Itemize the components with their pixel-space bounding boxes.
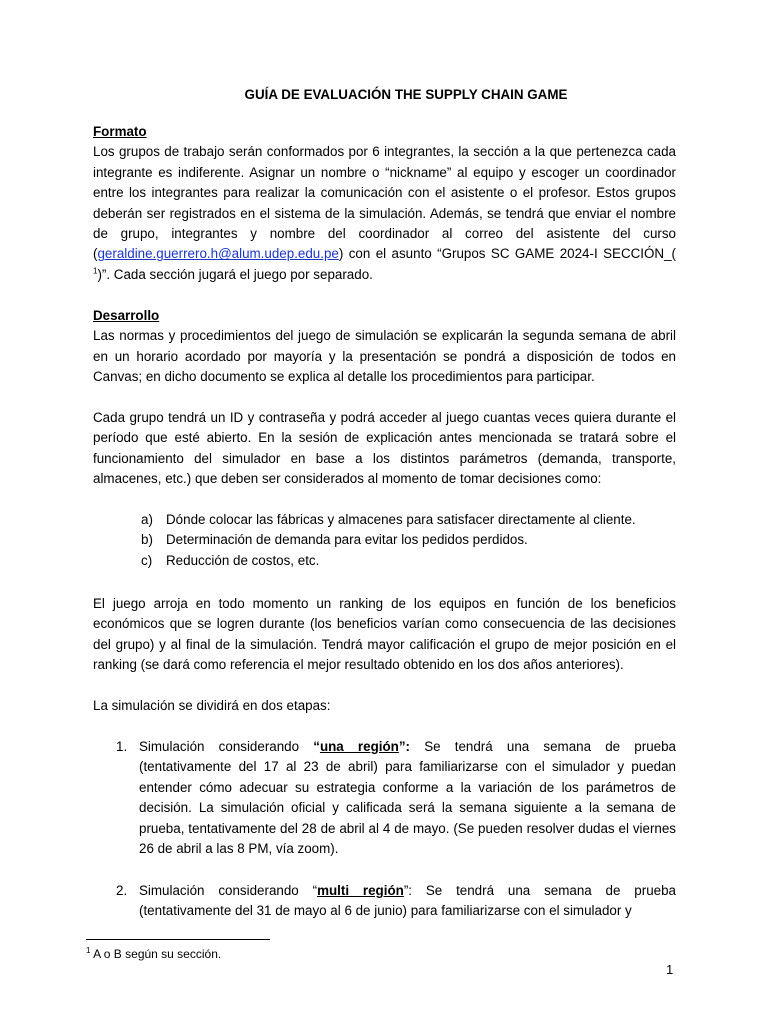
- stage-post: : Se tendrá una semana de prueba (tentativamente del 31 de mayo al 6 de junio) para familiarizarse con el simulador y: [139, 883, 676, 919]
- formato-text-3: )”. Cada sección jugará el juego por separado.: [97, 266, 373, 282]
- stage-text: [139, 881, 676, 922]
- stage-quote-open: “: [312, 883, 318, 898]
- stage-quote-close: ”: [403, 883, 409, 898]
- desarrollo-paragraph-2: Cada grupo tendrá un ID y contraseña y podrá acceder al juego cuantas veces quiera durante el período que esté abierto. En la sesión de explicación antes mencionada se tratará sobre el funcionamiento del simulador en base a los distintos parámetros (demanda, transporte, almacenes, etc.) que deben ser considerados al momento de tomar decisiones como:: [93, 410, 676, 487]
- footnote: [86, 946, 221, 962]
- stage-quote-open: “: [313, 739, 320, 754]
- desarrollo-heading: Desarrollo: [93, 308, 160, 323]
- list-item: [141, 551, 681, 571]
- stage-emphasis: una región: [319, 739, 399, 754]
- stage-marker: 1.: [116, 739, 128, 754]
- stage-item-1: [116, 737, 676, 859]
- stage-emphasis: multi región: [317, 883, 404, 898]
- footnote-reference: 1: [93, 266, 98, 276]
- stage-pre: Simulación considerando: [139, 883, 313, 898]
- formato-heading: Formato: [93, 124, 147, 139]
- desarrollo-paragraph-1: Las normas y procedimientos del juego de simulación se explicarán la segunda semana de abril en un horario acordado por mayoría y la presentación se pondrá a disposición de todos en Canvas; en dicho documento se explica al detalle los procedimientos para participar.: [93, 328, 676, 385]
- list-marker: a): [141, 512, 153, 527]
- formato-paragraph: [93, 142, 676, 285]
- formato-section: [93, 122, 676, 285]
- list-item-text: Dónde colocar las fábricas y almacenes para satisfacer directamente al cliente.: [166, 512, 636, 527]
- footnote-divider: [86, 939, 270, 940]
- document-title: GUÍA DE EVALUACIÓN THE SUPPLY CHAIN GAME: [244, 87, 568, 102]
- footnote-text: A o B según su sección.: [90, 947, 222, 961]
- formato-text-1: Los grupos de trabajo serán conformados por 6 integrantes, la sección a la que pertenezca cada integrante es indiferente. Asignar un nombre o “nickname” al equipo y escoger un coordinador entre los integrantes para realizar la comunicación con el asistente o el profesor. Estos grupos deberán ser registrados en el sistema de la simulación. Además, se tendrá que enviar el nombre de grupo, integrantes y nombre del coordinador al correo del asistente del curso (: [93, 144, 676, 262]
- list-item: [141, 510, 681, 530]
- footnote-marker: 1: [86, 946, 91, 955]
- stage-marker: 2.: [116, 883, 128, 898]
- desarrollo-section: [93, 306, 676, 388]
- assistant-email-link[interactable]: geraldine.guerrero.h@alum.udep.edu.pe: [97, 246, 339, 262]
- formato-text-2: ) con el asunto “Grupos SC GAME 2024-I SECCIÓN_(: [338, 246, 676, 262]
- desarrollo-paragraph-4: La simulación se dividirá en dos etapas:: [93, 698, 331, 713]
- decision-list: [141, 510, 681, 571]
- list-marker: b): [141, 532, 153, 548]
- stage-text: [139, 737, 676, 859]
- stage-post: Se tendrá una semana de prueba (tentativamente del 17 al 23 de abril) para familiarizarse con el simulador y puedan entender cómo adecuar su estrategia conforme a la variación de los parámetros de decisión. La simulación oficial y calificada será la semana siguiente a la semana de prueba, tentativamente del 28 de abril al 4 de mayo. (Se pueden resolver dudas el viernes 26 de abril a las 8 PM, vía zoom).: [139, 739, 676, 857]
- stage-pre: Simulación considerando: [139, 739, 314, 754]
- stage-quote-close: ”:: [398, 739, 411, 754]
- list-item-text: Determinación de demanda para evitar los pedidos perdidos.: [166, 532, 528, 548]
- desarrollo-paragraph-3: El juego arroja en todo momento un ranking de los equipos en función de los beneficios económicos que se logren durante (los beneficios varían como consecuencia de las decisiones del grupo) y al final de la simulación. Tendrá mayor calificación el grupo de mejor posición en el ranking (se dará como referencia el mejor resultado obtenido en los dos años anteriores).: [93, 596, 676, 673]
- list-marker: c): [141, 552, 153, 568]
- list-item: [141, 530, 681, 550]
- list-item-text: Reducción de costos, etc.: [166, 552, 320, 568]
- page-number: 1: [666, 962, 674, 977]
- stage-item-2: [116, 881, 676, 922]
